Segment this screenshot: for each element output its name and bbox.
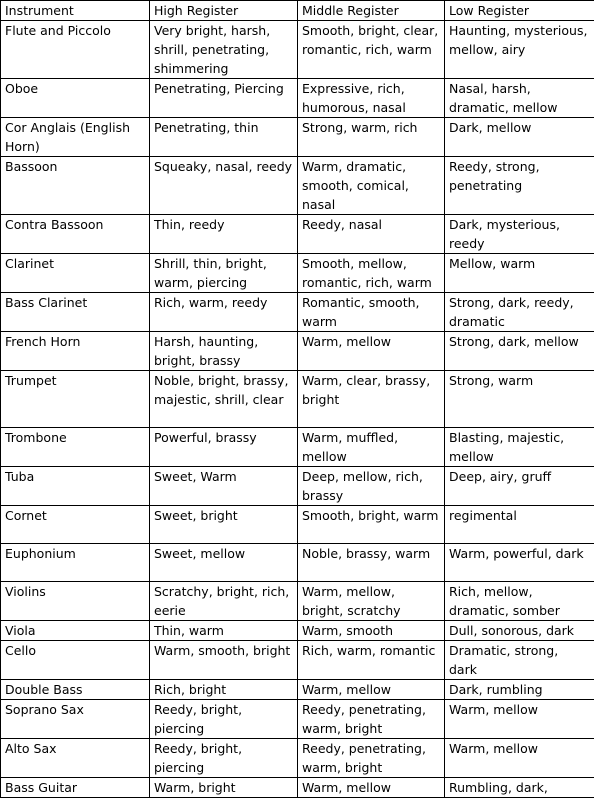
table-row [1, 371, 594, 428]
table-row [1, 700, 594, 739]
low-register-cell: Blasting, majestic, mellow [445, 428, 594, 467]
instrument-cell: Contra Bassoon [1, 215, 150, 254]
low-register-cell: Warm, mellow [445, 739, 594, 778]
middle-register-cell: Warm, clear, brassy, bright [298, 371, 445, 428]
table-row [1, 254, 594, 293]
table-row [1, 21, 594, 79]
high-register-cell: Sweet, bright [150, 506, 298, 544]
table-row [1, 739, 594, 778]
middle-register-cell: Smooth, mellow, romantic, rich, warm [298, 254, 445, 293]
header-high-register: High Register [150, 1, 298, 21]
instrument-cell: Oboe [1, 79, 150, 118]
header-instrument: Instrument [1, 1, 150, 21]
instrument-cell: Cello [1, 641, 150, 680]
low-register-cell: Dramatic, strong, dark [445, 641, 594, 680]
middle-register-cell: Reedy, nasal [298, 215, 445, 254]
middle-register-cell: Warm, smooth [298, 621, 445, 641]
low-register-cell: Dark, rumbling [445, 680, 594, 700]
middle-register-cell: Warm, muffled, mellow [298, 428, 445, 467]
low-register-cell: Reedy, strong, penetrating [445, 157, 594, 215]
instrument-cell: Cor Anglais (English Horn) [1, 118, 150, 157]
low-register-cell: Strong, warm [445, 371, 594, 428]
middle-register-cell: Warm, mellow [298, 680, 445, 700]
low-register-cell: Warm, mellow [445, 700, 594, 739]
middle-register-cell: Strong, warm, rich [298, 118, 445, 157]
middle-register-cell: Deep, mellow, rich, brassy [298, 467, 445, 506]
table-row [1, 506, 594, 544]
instrument-cell: Bass Clarinet [1, 293, 150, 332]
low-register-cell: Dark, mellow [445, 118, 594, 157]
table-row [1, 641, 594, 680]
header-row [1, 1, 594, 21]
middle-register-cell: Rich, warm, romantic [298, 641, 445, 680]
instrument-cell: Double Bass [1, 680, 150, 700]
table-row [1, 332, 594, 371]
table-row [1, 467, 594, 506]
low-register-cell: regimental [445, 506, 594, 544]
low-register-cell: Strong, dark, reedy, dramatic [445, 293, 594, 332]
high-register-cell: Harsh, haunting, bright, brassy [150, 332, 298, 371]
table-row [1, 544, 594, 582]
high-register-cell: Shrill, thin, bright, warm, piercing [150, 254, 298, 293]
high-register-cell: Thin, warm [150, 621, 298, 641]
high-register-cell: Warm, smooth, bright [150, 641, 298, 680]
instrument-cell: Violins [1, 582, 150, 621]
table-row [1, 157, 594, 215]
high-register-cell: Rich, warm, reedy [150, 293, 298, 332]
instrument-cell: Flute and Piccolo [1, 21, 150, 79]
low-register-cell: Nasal, harsh, dramatic, mellow [445, 79, 594, 118]
high-register-cell: Reedy, bright, piercing [150, 700, 298, 739]
instrument-cell: Bassoon [1, 157, 150, 215]
instrument-cell: Trombone [1, 428, 150, 467]
high-register-cell: Squeaky, nasal, reedy [150, 157, 298, 215]
table-row [1, 778, 594, 798]
high-register-cell: Rich, bright [150, 680, 298, 700]
instrument-cell: French Horn [1, 332, 150, 371]
low-register-cell: Strong, dark, mellow [445, 332, 594, 371]
instrument-cell: Bass Guitar [1, 778, 150, 798]
middle-register-cell: Smooth, bright, clear, romantic, rich, warm [298, 21, 445, 79]
high-register-cell: Warm, bright [150, 778, 298, 798]
middle-register-cell: Expressive, rich, humorous, nasal [298, 79, 445, 118]
instrument-cell: Clarinet [1, 254, 150, 293]
middle-register-cell: Reedy, penetrating, warm, bright [298, 739, 445, 778]
instrument-cell: Trumpet [1, 371, 150, 428]
middle-register-cell: Noble, brassy, warm [298, 544, 445, 582]
high-register-cell: Very bright, harsh, shrill, penetrating, shimmering [150, 21, 298, 79]
table-row [1, 215, 594, 254]
high-register-cell: Sweet, mellow [150, 544, 298, 582]
table-row [1, 79, 594, 118]
low-register-cell: Rich, mellow, dramatic, somber [445, 582, 594, 621]
low-register-cell: Rumbling, dark, [445, 778, 594, 798]
instrument-cell: Viola [1, 621, 150, 641]
table-header [1, 1, 594, 21]
middle-register-cell: Warm, mellow, bright, scratchy [298, 582, 445, 621]
table-row [1, 680, 594, 700]
table-row [1, 582, 594, 621]
header-middle-register: Middle Register [298, 1, 445, 21]
low-register-cell: Dark, mysterious, reedy [445, 215, 594, 254]
middle-register-cell: Romantic, smooth, warm [298, 293, 445, 332]
middle-register-cell: Reedy, penetrating, warm, bright [298, 700, 445, 739]
middle-register-cell: Smooth, bright, warm [298, 506, 445, 544]
high-register-cell: Noble, bright, brassy, majestic, shrill, clear [150, 371, 298, 428]
table-row [1, 118, 594, 157]
low-register-cell: Haunting, mysterious, mellow, airy [445, 21, 594, 79]
instrument-cell: Tuba [1, 467, 150, 506]
high-register-cell: Scratchy, bright, rich, eerie [150, 582, 298, 621]
middle-register-cell: Warm, mellow [298, 778, 445, 798]
instrument-cell: Euphonium [1, 544, 150, 582]
instrument-cell: Cornet [1, 506, 150, 544]
table-row [1, 621, 594, 641]
low-register-cell: Dull, sonorous, dark [445, 621, 594, 641]
low-register-cell: Warm, powerful, dark [445, 544, 594, 582]
low-register-cell: Deep, airy, gruff [445, 467, 594, 506]
low-register-cell: Mellow, warm [445, 254, 594, 293]
table-row [1, 293, 594, 332]
table-body [1, 21, 594, 798]
high-register-cell: Sweet, Warm [150, 467, 298, 506]
instrument-cell: Soprano Sax [1, 700, 150, 739]
middle-register-cell: Warm, mellow [298, 332, 445, 371]
instrument-cell: Alto Sax [1, 739, 150, 778]
table-row [1, 428, 594, 467]
high-register-cell: Penetrating, thin [150, 118, 298, 157]
header-low-register: Low Register [445, 1, 594, 21]
high-register-cell: Penetrating, Piercing [150, 79, 298, 118]
high-register-cell: Powerful, brassy [150, 428, 298, 467]
high-register-cell: Reedy, bright, piercing [150, 739, 298, 778]
high-register-cell: Thin, reedy [150, 215, 298, 254]
middle-register-cell: Warm, dramatic, smooth, comical, nasal [298, 157, 445, 215]
